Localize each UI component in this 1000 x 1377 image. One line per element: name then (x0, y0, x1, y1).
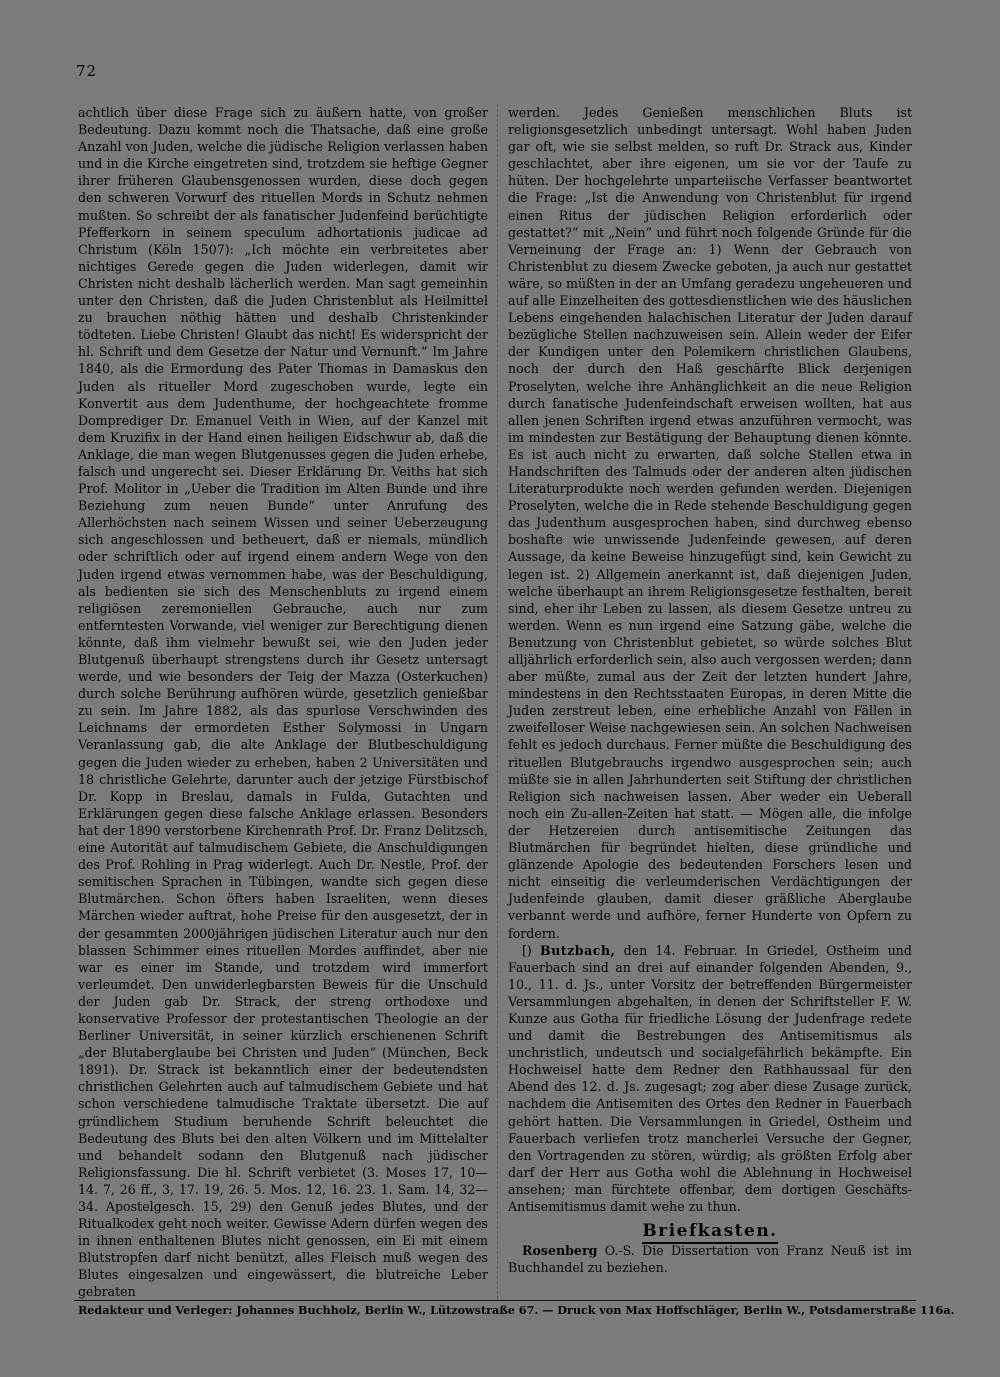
mailbox-heading (508, 1223, 912, 1240)
imprint-line: Redakteur und Verleger: Johannes Buchholz, Berlin W., Lützowstraße 67. — Druck von Max Hoffschläger, Berlin W., Potsdamerstraße 116a. (78, 1303, 955, 1317)
mailbox-entry (508, 1242, 912, 1276)
page-number: 72 (76, 62, 98, 80)
mailbox-place: Rosenberg (522, 1243, 598, 1259)
mailbox-heading-text: Briefkasten. (642, 1221, 777, 1244)
footer-rule (74, 1300, 916, 1301)
article-left-column (78, 104, 488, 1301)
mailbox-text: O.-S. Die Dissertation von Franz Neuß ist im Buchhandel zu beziehen. (508, 1243, 912, 1276)
news-marker: [) (522, 942, 532, 958)
article-paragraph: werden. Jedes Genießen menschlichen Bluts ist religionsgesetzlich unbedingt untersagt. Wohl haben Juden gar oft, wie sie selbst melden, so ruft Dr. Strack aus, Kinder geschlachtet, aber ihre eigenen, um sie vor der Taufe zu hüten. Der hochgelehrte unparteiische Verfasser beantwortet die Frage: „Ist die Anwendung von Christenblut für irgend einen Ritus der jüdischen Religion erforderlich oder gestattet?“ mit „Nein“ und führt noch folgende Gründe für die Verneinung der Frage an: 1) Wenn der Gebrauch von Christenblut zu diesem Zwecke geboten, ja auch nur gestattet wäre, so müßten in der an Umfang geradezu ungeheueren und auf alle Einzelheiten des gottesdienstlichen wie des häuslichen Lebens eingehenden halachischen Literatur der Juden darauf bezügliche Stellen nachzuweisen sein. Allein weder der Eifer der Kundigen unter den Polemikern christlichen Glaubens, noch der durch den Haß geschärfte Blick derjenigen Proselyten, welche ihre Anhänglichkeit an die neue Religion durch fanatische Judenfeindschaft erweisen wollten, hat aus allen jenen Schriften irgend etwas anzuführen vermocht, was im mindesten zur Bestätigung der Behauptung dienen könnte. Es ist auch nicht zu erwarten, daß solche Stellen etwa in Handschriften des Talmuds oder der anderen alten jüdischen Literaturprodukte noch werden gefunden werden. Diejenigen Proselyten, welche die in Rede stehende Beschuldigung gegen das Judenthum ausgesprochen haben, sind durchweg ebenso boshafte wie unwissende Judenfeinde gewesen, auf deren Aussage, da keine Beweise hinzugefügt sind, kein Gewicht zu legen ist. 2) Allgemein anerkannt ist, daß diejenigen Juden, welche überhaupt an ihrem Religionsgesetze festhalten, bereit sind, eher ihr Leben zu lassen, als diesem Gesetze untreu zu werden. Wenn es nun irgend eine Satzung gäbe, welche die Benutzung von Christenblut gebietet, so würde solches Blut alljährlich erforderlich sein, also auch vergossen werden; dann aber müßte, zumal aus der Zeit der letzten hundert Jahre, mindestens in den Rechtsstaaten Europas, in deren Mitte die Juden zerstreut leben, eine erhebliche Anzahl von Fällen in zweifelloser Weise nachgewiesen sein. An solchen Nachweisen fehlt es jedoch durchaus. Ferner müßte die Beschuldigung des rituellen Blutgebrauchs irgendwo ausgesprochen sein; auch müßte sie in allen Jahrhunderten seit Stiftung der christlichen Religion sich nachweisen lassen. Aber weder ein Ueberall noch ein Zu-allen-Zeiten hat statt. — Mögen alle, die infolge der Hetzereien durch antisemitische Zeitungen das Blutmärchen für begründet hielten, diese gründliche und glänzende Apologie des bedeutenden Forschers lesen und nicht einseitig die verleumderischen Verdächtigungen der Judenfeinde glauben, damit dieser gräßliche Aberglaube verbannt werde und aufhöre, ferner Hunderte von Opfern zu fordern. (508, 105, 912, 941)
news-dateline: Butzbach, (540, 942, 616, 958)
news-item (508, 942, 912, 1216)
column-divider (497, 104, 498, 1299)
article-paragraph: achtlich über diese Frage sich zu äußern hatte, von großer Bedeutung. Dazu kommt noch die Thatsache, daß eine große Anzahl von Juden, welche die jüdische Religion verlassen haben und in die Kirche eingetreten sind, trotzdem sie heftige Gegner ihrer früheren Glaubensgenossen wurden, diese doch gegen den schweren Vorwurf des rituellen Mords in Schutz nehmen mußten. So schreibt der als fanatischer Judenfeind berüchtigte Pfefferkorn in seinem speculum adhortationis judicae ad Christum (Köln 1507): „Ich möchte ein verbreitetes aber nichtiges Gerede gegen die Juden widerlegen, damit wir Christen nicht deshalb lächerlich werden. Man sagt gemeinhin unter den Christen, daß die Juden Christenblut als Heilmittel zu brauchen nöthig hätten und deshalb Christenkinder tödteten. Liebe Christen! Glaubt das nicht! Es widerspricht der hl. Schrift und dem Gesetze der Natur und Vernunft.“ Im Jahre 1840, als die Ermordung des Pater Thomas in Damaskus den Juden als ritueller Mord zugeschoben wurde, legte ein Konvertit aus dem Judenthume, der hochgeachtete fromme Domprediger Dr. Emanuel Veith in Wien, auf der Kanzel mit dem Kruzifix in der Hand einen heiligen Eidschwur ab, daß die Anklage, die man wegen Blutgenusses gegen die Juden erhebe, falsch und ungerecht sei. Dieser Erklärung Dr. Veiths hat sich Prof. Molitor in „Ueber die Tradition im Alten Bunde und ihre Beziehung zum neuen Bunde“ unter Anrufung des Allerhöchsten nach seinem Wissen und seiner Ueberzeugung sich angeschlossen und betheuert, daß er niemals, mündlich oder schriftlich oder auf irgend einem andern Wege von den Juden irgend etwas vernommen habe, was der Beschuldigung, als bedienten sie sich des Menschenbluts zu irgend einem religiösen zeremoniellen Gebrauche, auch nur zum entferntesten Vorwande, viel weniger zur Berechtigung dienen könnte, daß ihm vielmehr bewußt sei, wie den Juden jeder Blutgenuß überhaupt strengstens durch ihr Gesetz untersagt werde, und wie besonders der Teig der Mazza (Osterkuchen) durch solche Berührung aufhören würde, gesetzlich genießbar zu sein. Im Jahre 1882, als das spurlose Verschwinden des Leichnams der ermordeten Esther Solymossi in Ungarn Veranlassung gab, die alte Anklage der Blutbeschuldigung gegen die Juden wieder zu erheben, haben 2 Universitäten und 18 christliche Gelehrte, darunter auch der jetzige Fürstbischof Dr. Kopp in Breslau, damals in Fulda, Gutachten und Erklärungen gegen diese falsche Anklage erlassen. Besonders hat der 1890 verstorbene Kirchenrath Prof. Dr. Franz Delitzsch, eine Autorität auf talmudischem Gebiete, die Anschuldigungen des Prof. Rohling in Prag widerlegt. Auch Dr. Nestle, Prof. der semitischen Sprachen in Tübingen, wandte sich gegen diese Blutmärchen. Schon öfters haben Israeliten, wenn dieses Märchen wieder auftrat, hohe Preise für den ausgesetzt, der in der gesammten 2000jährigen jüdischen Literatur auch nur den blassen Schimmer eines rituellen Mordes auffindet, aber nie war es einer im Stande, und trotzdem wird immerfort verleumdet. Den unwiderlegbarsten Beweis für die Unschuld der Juden gab Dr. Strack, der streng orthodoxe und konservative Professor der protestantischen Theologie an der Berliner Universität, in seiner kürzlich erschienenen Schrift „der Blutaberglaube bei Christen und Juden“ (München, Beck 1891). Dr. Strack ist bekanntlich einer der bedeutendsten christlichen Gelehrten auch auf talmudischem Gebiete und hat schon verschiedene talmudische Traktate übersetzt. Die auf gründlichem Studium beruhende Schrift beleuchtet die Bedeutung des Bluts bei den alten Völkern und im Mittelalter und behandelt sodann den Blutgenuß nach jüdischer Religionsfassung. Die hl. Schrift verbietet (3. Moses 17, 10—14. 7, 26 ff., 3, 17. 19, 26. 5. Mos. 12, 16. 23. 1. Sam. 14, 32—34. Apostelgesch. 15, 29) den Genuß jedes Blutes, und der Ritualkodex geht noch weiter. Gewisse Adern dürfen wegen des in ihnen enthaltenen Blutes nicht genossen, ein Ei mit einem Blutstropfen darf nicht benützt, alles Fleisch muß wegen des Blutes eingesalzen und eingewässert, die blutreiche Leber gebraten (78, 105, 488, 1300)
news-text: den 14. Februar. In Griedel, Ostheim und Fauerbach sind an drei auf einander folgenden Abenden, 9., 10., 11. d. Js., unter Vorsitz der betreffenden Bürgermeister Versammlungen abgehalten, in denen der Schriftsteller F. W. Kunze aus Gotha für friedliche Lösung der Judenfrage redete und damit die Bestrebungen des Antisemitismus als unchristlich, undeutsch und socialgefährlich bekämpfte. Ein Hochweisel hatte dem Redner den Rathhaussaal für den Abend des 12. d. Js. zugesagt; zog aber diese Zusage zurück, nachdem die Antisemiten des Ortes den Redner in Fauerbach gehört hatten. Die Versammlungen in Griedel, Ostheim und Fauerbach verliefen trotz mancherlei Versuche der Gegner, den Vortragenden zu stören, würdig; als größten Erfolg aber darf der Herr aus Gotha wohl die Ablehnung in Hochweisel ansehen; man fürchtete offenbar, dem dortigen Geschäfts-Antisemitismus damit wehe zu thun. (508, 942, 912, 1214)
article-right-column (508, 104, 912, 1276)
